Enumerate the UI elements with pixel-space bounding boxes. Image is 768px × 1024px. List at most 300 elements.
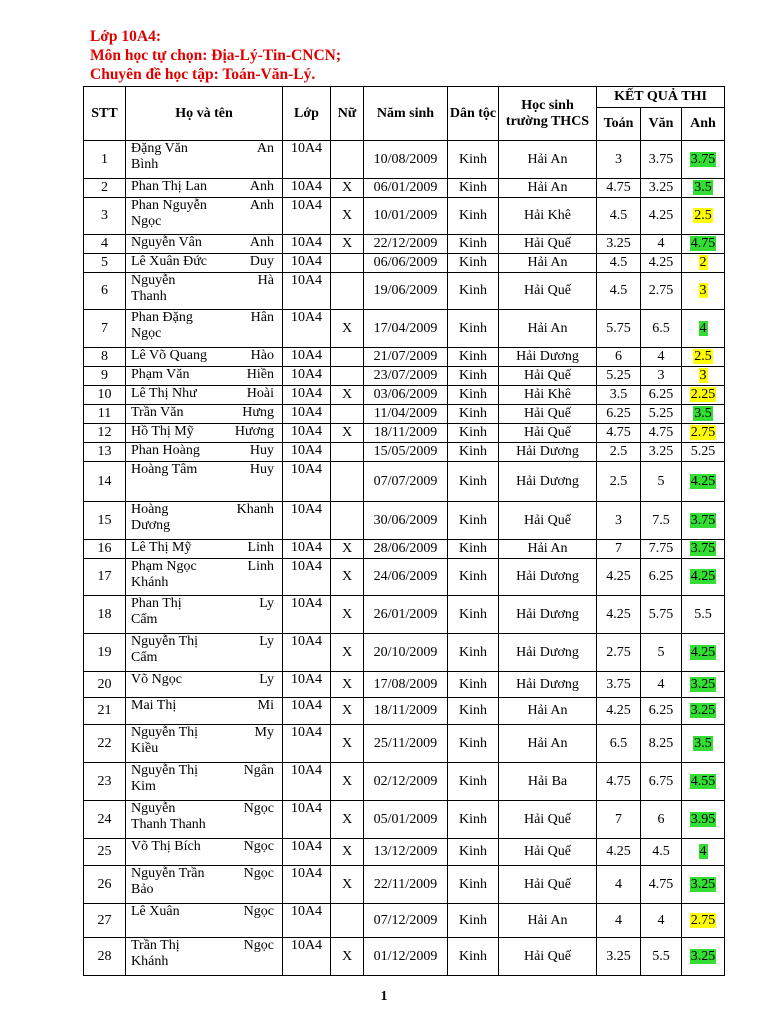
- cell-female: X: [331, 672, 364, 698]
- cell-name: [126, 198, 283, 235]
- english-score: 2.75: [690, 425, 716, 440]
- cell-class: 10A4: [283, 179, 331, 198]
- cell-literature: 6: [641, 801, 682, 839]
- cell-dob: 01/12/2009: [364, 938, 448, 976]
- cell-class: 10A4: [283, 235, 331, 254]
- cell-name: [126, 386, 283, 405]
- table-row: [84, 540, 725, 559]
- cell-female: X: [331, 386, 364, 405]
- english-score: 4.75: [690, 236, 716, 251]
- cell-math: 3.25: [597, 938, 641, 976]
- cell-name: [126, 502, 283, 540]
- cell-name: [126, 559, 283, 596]
- cell-school: Hải An: [499, 179, 597, 198]
- cell-ethnicity: Kinh: [448, 672, 499, 698]
- header-dob: Năm sinh: [364, 87, 448, 141]
- cell-ethnicity: Kinh: [448, 367, 499, 386]
- cell-math: 4.25: [597, 839, 641, 866]
- english-score: 5.25: [690, 444, 716, 459]
- cell-stt: 17: [84, 559, 126, 596]
- cell-class: 10A4: [283, 405, 331, 424]
- cell-literature: 6.5: [641, 310, 682, 348]
- cell-female: [331, 141, 364, 179]
- cell-school: Hải Dương: [499, 596, 597, 634]
- cell-female: X: [331, 698, 364, 725]
- cell-female: [331, 367, 364, 386]
- cell-ethnicity: Kinh: [448, 725, 499, 763]
- cell-stt: 7: [84, 310, 126, 348]
- cell-math: 3: [597, 141, 641, 179]
- topic-subjects: Chuyên đề học tập: Toán-Văn-Lý.: [90, 66, 316, 83]
- cell-math: 4.75: [597, 179, 641, 198]
- cell-english: [682, 462, 725, 502]
- cell-school: Hải Ba: [499, 763, 597, 801]
- cell-ethnicity: Kinh: [448, 405, 499, 424]
- student-given-name: Anh: [249, 179, 274, 194]
- table-row: [84, 839, 725, 866]
- cell-literature: 5.25: [641, 405, 682, 424]
- english-score: 3.75: [690, 151, 716, 167]
- student-surname: Nguyễn Thị Kim: [131, 763, 199, 794]
- cell-female: X: [331, 938, 364, 976]
- cell-ethnicity: Kinh: [448, 198, 499, 235]
- student-given-name: Ly: [259, 634, 274, 649]
- cell-math: 7: [597, 801, 641, 839]
- student-surname: Lê Xuân: [131, 904, 180, 919]
- cell-female: X: [331, 179, 364, 198]
- english-score: 2: [699, 255, 707, 270]
- cell-school: Hải Quế: [499, 405, 597, 424]
- cell-english: [682, 405, 725, 424]
- cell-dob: 13/12/2009: [364, 839, 448, 866]
- cell-math: 4.25: [597, 559, 641, 596]
- cell-literature: 4: [641, 235, 682, 254]
- cell-ethnicity: Kinh: [448, 596, 499, 634]
- cell-dob: 30/06/2009: [364, 502, 448, 540]
- student-surname: Trần Văn: [131, 405, 184, 420]
- cell-english: [682, 596, 725, 634]
- student-surname: Hồ Thị Mỹ: [131, 424, 194, 439]
- header-results: KẾT QUẢ THI: [597, 87, 725, 108]
- student-surname: Nguyễn Vân: [131, 235, 202, 250]
- english-score: 4.25: [690, 569, 716, 584]
- english-score: 3.25: [690, 676, 716, 692]
- cell-stt: 1: [84, 141, 126, 179]
- cell-name: [126, 179, 283, 198]
- cell-literature: 3: [641, 367, 682, 386]
- cell-school: Hải An: [499, 254, 597, 273]
- cell-female: [331, 254, 364, 273]
- header-english: Anh: [682, 108, 725, 141]
- cell-math: 4.5: [597, 254, 641, 273]
- cell-school: Hải Quế: [499, 424, 597, 443]
- cell-class: 10A4: [283, 254, 331, 273]
- cell-english: [682, 698, 725, 725]
- cell-class: 10A4: [283, 866, 331, 904]
- cell-literature: 5: [641, 634, 682, 672]
- cell-english: [682, 386, 725, 405]
- cell-dob: 10/01/2009: [364, 198, 448, 235]
- header-math: Toán: [597, 108, 641, 141]
- cell-name: [126, 725, 283, 763]
- cell-dob: 18/11/2009: [364, 424, 448, 443]
- student-surname: Phan Đặng Ngọc: [131, 310, 193, 341]
- cell-ethnicity: Kinh: [448, 348, 499, 367]
- cell-class: 10A4: [283, 462, 331, 502]
- cell-name: [126, 310, 283, 348]
- cell-dob: 25/11/2009: [364, 725, 448, 763]
- table-row: [84, 386, 725, 405]
- cell-english: [682, 866, 725, 904]
- cell-english: [682, 235, 725, 254]
- cell-school: Hải Quế: [499, 839, 597, 866]
- cell-school: Hải Quế: [499, 801, 597, 839]
- cell-school: Hải Dương: [499, 462, 597, 502]
- table-row: [84, 198, 725, 235]
- student-surname: Trần Thị Khánh: [131, 938, 180, 969]
- cell-class: 10A4: [283, 348, 331, 367]
- table-row: [84, 367, 725, 386]
- cell-math: 6: [597, 348, 641, 367]
- cell-female: [331, 462, 364, 502]
- student-surname: Võ Thị Bích: [131, 839, 201, 854]
- cell-female: [331, 348, 364, 367]
- cell-class: 10A4: [283, 424, 331, 443]
- cell-literature: 6.75: [641, 763, 682, 801]
- student-given-name: Huy: [249, 443, 274, 458]
- cell-stt: 12: [84, 424, 126, 443]
- cell-school: Hải Dương: [499, 443, 597, 462]
- student-given-name: Ngọc: [243, 866, 274, 881]
- student-given-name: Ngân: [243, 763, 274, 778]
- table-row: [84, 424, 725, 443]
- student-surname: Phạm Văn: [131, 367, 190, 382]
- student-given-name: Linh: [247, 559, 274, 574]
- cell-stt: 23: [84, 763, 126, 801]
- cell-school: Hải An: [499, 141, 597, 179]
- cell-english: [682, 559, 725, 596]
- header-name: Họ và tên: [126, 87, 283, 141]
- cell-class: 10A4: [283, 367, 331, 386]
- cell-english: [682, 904, 725, 938]
- cell-stt: 27: [84, 904, 126, 938]
- cell-literature: 6.25: [641, 559, 682, 596]
- cell-stt: 20: [84, 672, 126, 698]
- english-score: 3.25: [690, 876, 716, 892]
- cell-english: [682, 763, 725, 801]
- class-title: Lớp 10A4:: [90, 28, 162, 45]
- table-row: [84, 179, 725, 198]
- cell-school: Hải Quế: [499, 938, 597, 976]
- cell-ethnicity: Kinh: [448, 763, 499, 801]
- cell-stt: 22: [84, 725, 126, 763]
- cell-dob: 15/05/2009: [364, 443, 448, 462]
- student-surname: Phan Nguyễn Ngọc: [131, 198, 207, 229]
- cell-dob: 20/10/2009: [364, 634, 448, 672]
- cell-math: 4.75: [597, 763, 641, 801]
- cell-dob: 10/08/2009: [364, 141, 448, 179]
- cell-dob: 24/06/2009: [364, 559, 448, 596]
- cell-english: [682, 141, 725, 179]
- cell-dob: 07/12/2009: [364, 904, 448, 938]
- student-given-name: Ngọc: [243, 904, 274, 919]
- cell-math: 5.25: [597, 367, 641, 386]
- cell-female: X: [331, 424, 364, 443]
- cell-class: 10A4: [283, 141, 331, 179]
- english-score: 5.5: [694, 606, 712, 622]
- cell-school: Hải Quế: [499, 235, 597, 254]
- cell-literature: 4.25: [641, 198, 682, 235]
- cell-literature: 5: [641, 462, 682, 502]
- cell-english: [682, 801, 725, 839]
- cell-school: Hải Dương: [499, 634, 597, 672]
- cell-math: 5.75: [597, 310, 641, 348]
- cell-dob: 05/01/2009: [364, 801, 448, 839]
- english-score: 4.25: [690, 473, 716, 489]
- cell-dob: 22/12/2009: [364, 235, 448, 254]
- cell-english: [682, 672, 725, 698]
- table-row: [84, 634, 725, 672]
- header-female: Nữ: [331, 87, 364, 141]
- cell-female: [331, 273, 364, 310]
- english-score: 2.75: [690, 912, 716, 928]
- student-given-name: Hưng: [242, 405, 274, 420]
- cell-literature: 6.25: [641, 386, 682, 405]
- cell-english: [682, 367, 725, 386]
- table-row: [84, 254, 725, 273]
- english-score: 3: [699, 283, 707, 298]
- student-given-name: Hoài: [246, 386, 274, 401]
- cell-stt: 10: [84, 386, 126, 405]
- cell-ethnicity: Kinh: [448, 698, 499, 725]
- cell-literature: 6.25: [641, 698, 682, 725]
- student-given-name: Anh: [249, 198, 274, 213]
- cell-math: 4.75: [597, 424, 641, 443]
- cell-literature: 4: [641, 672, 682, 698]
- english-score: 2.5: [694, 349, 712, 364]
- student-given-name: Ngọc: [243, 938, 274, 953]
- cell-school: Hải An: [499, 698, 597, 725]
- cell-math: 6.25: [597, 405, 641, 424]
- cell-school: Hải An: [499, 540, 597, 559]
- cell-name: [126, 866, 283, 904]
- cell-school: Hải Khê: [499, 386, 597, 405]
- cell-stt: 28: [84, 938, 126, 976]
- cell-school: Hải Quế: [499, 367, 597, 386]
- cell-english: [682, 443, 725, 462]
- cell-literature: 3.25: [641, 179, 682, 198]
- student-given-name: Linh: [247, 540, 274, 555]
- cell-name: [126, 443, 283, 462]
- cell-math: 2.5: [597, 462, 641, 502]
- student-surname: Lê Thị Như: [131, 386, 197, 401]
- student-given-name: Mi: [257, 698, 274, 713]
- cell-name: [126, 141, 283, 179]
- header-ethnicity: Dân tộc: [448, 87, 499, 141]
- table-row: [84, 443, 725, 462]
- student-surname: Phan Thị Cẩm: [131, 596, 182, 627]
- cell-class: 10A4: [283, 502, 331, 540]
- cell-stt: 2: [84, 179, 126, 198]
- student-given-name: Ngọc: [243, 801, 274, 816]
- cell-ethnicity: Kinh: [448, 540, 499, 559]
- cell-female: [331, 405, 364, 424]
- cell-english: [682, 424, 725, 443]
- cell-ethnicity: Kinh: [448, 839, 499, 866]
- cell-ethnicity: Kinh: [448, 904, 499, 938]
- student-surname: Mai Thị: [131, 698, 177, 713]
- cell-school: Hải Dương: [499, 348, 597, 367]
- table-row: [84, 405, 725, 424]
- cell-stt: 19: [84, 634, 126, 672]
- cell-school: Hải Quế: [499, 502, 597, 540]
- cell-female: X: [331, 310, 364, 348]
- table-row: [84, 559, 725, 596]
- table-row: [84, 273, 725, 310]
- student-surname: Phan Hoàng: [131, 443, 200, 458]
- cell-english: [682, 540, 725, 559]
- english-score: 3.5: [694, 735, 712, 751]
- english-score: 3: [699, 368, 707, 383]
- student-surname: Nguyễn Thị Cẩm: [131, 634, 199, 665]
- cell-ethnicity: Kinh: [448, 310, 499, 348]
- cell-english: [682, 348, 725, 367]
- english-score: 3.25: [690, 703, 716, 718]
- cell-dob: 23/07/2009: [364, 367, 448, 386]
- cell-school: Hải Dương: [499, 672, 597, 698]
- cell-school: Hải Quế: [499, 273, 597, 310]
- cell-class: 10A4: [283, 198, 331, 235]
- header-class: Lớp: [283, 87, 331, 141]
- table-row: [84, 235, 725, 254]
- cell-literature: 5.75: [641, 596, 682, 634]
- cell-ethnicity: Kinh: [448, 866, 499, 904]
- student-surname: Lê Thị Mỹ: [131, 540, 192, 555]
- student-given-name: Ngọc: [243, 839, 274, 854]
- student-given-name: Hà: [257, 273, 274, 288]
- student-given-name: Hân: [250, 310, 274, 325]
- student-given-name: Duy: [249, 254, 274, 269]
- cell-female: X: [331, 725, 364, 763]
- student-given-name: Hiền: [246, 367, 274, 382]
- cell-stt: 6: [84, 273, 126, 310]
- cell-class: 10A4: [283, 310, 331, 348]
- student-surname: Nguyễn Thanh: [131, 273, 176, 304]
- student-given-name: Hào: [250, 348, 274, 363]
- cell-english: [682, 254, 725, 273]
- english-score: 3.75: [690, 541, 716, 556]
- cell-stt: 16: [84, 540, 126, 559]
- cell-name: [126, 938, 283, 976]
- cell-ethnicity: Kinh: [448, 443, 499, 462]
- student-surname: Phạm Ngọc Khánh: [131, 559, 197, 590]
- cell-english: [682, 273, 725, 310]
- cell-stt: 15: [84, 502, 126, 540]
- cell-english: [682, 502, 725, 540]
- cell-class: 10A4: [283, 938, 331, 976]
- student-surname: Hoàng Dương: [131, 502, 171, 533]
- english-score: 2.25: [690, 387, 716, 402]
- cell-literature: 4: [641, 348, 682, 367]
- cell-school: Hải An: [499, 310, 597, 348]
- cell-literature: 2.75: [641, 273, 682, 310]
- cell-ethnicity: Kinh: [448, 141, 499, 179]
- cell-female: X: [331, 540, 364, 559]
- cell-math: 3: [597, 502, 641, 540]
- cell-ethnicity: Kinh: [448, 254, 499, 273]
- cell-dob: 07/07/2009: [364, 462, 448, 502]
- english-score: 4.25: [690, 644, 716, 660]
- cell-name: [126, 839, 283, 866]
- cell-dob: 28/06/2009: [364, 540, 448, 559]
- cell-dob: 17/04/2009: [364, 310, 448, 348]
- student-given-name: Ly: [259, 672, 274, 687]
- english-score: 4.55: [690, 773, 716, 789]
- cell-female: X: [331, 839, 364, 866]
- cell-math: 3.25: [597, 235, 641, 254]
- cell-english: [682, 310, 725, 348]
- cell-school: Hải An: [499, 904, 597, 938]
- table-row: [84, 763, 725, 801]
- cell-literature: 4.75: [641, 424, 682, 443]
- cell-stt: 13: [84, 443, 126, 462]
- cell-english: [682, 725, 725, 763]
- cell-dob: 22/11/2009: [364, 866, 448, 904]
- cell-literature: 8.25: [641, 725, 682, 763]
- cell-math: 4.25: [597, 596, 641, 634]
- cell-math: 3.75: [597, 672, 641, 698]
- cell-female: [331, 443, 364, 462]
- cell-female: X: [331, 198, 364, 235]
- english-score: 3.5: [694, 180, 712, 195]
- cell-math: 4.5: [597, 198, 641, 235]
- cell-ethnicity: Kinh: [448, 235, 499, 254]
- cell-dob: 26/01/2009: [364, 596, 448, 634]
- cell-female: X: [331, 634, 364, 672]
- cell-name: [126, 634, 283, 672]
- cell-female: [331, 904, 364, 938]
- cell-school: Hải An: [499, 725, 597, 763]
- cell-ethnicity: Kinh: [448, 462, 499, 502]
- english-score: 3.25: [690, 948, 716, 964]
- student-given-name: An: [256, 141, 274, 156]
- cell-stt: 26: [84, 866, 126, 904]
- cell-dob: 17/08/2009: [364, 672, 448, 698]
- cell-english: [682, 839, 725, 866]
- cell-english: [682, 938, 725, 976]
- cell-dob: 11/04/2009: [364, 405, 448, 424]
- header-literature: Văn: [641, 108, 682, 141]
- cell-name: [126, 540, 283, 559]
- table-row: [84, 596, 725, 634]
- student-given-name: Khanh: [236, 502, 274, 517]
- cell-dob: 18/11/2009: [364, 698, 448, 725]
- cell-name: [126, 405, 283, 424]
- cell-math: 3.5: [597, 386, 641, 405]
- cell-name: [126, 367, 283, 386]
- table-row: [84, 348, 725, 367]
- student-given-name: Ly: [259, 596, 274, 611]
- cell-literature: 7.5: [641, 502, 682, 540]
- cell-female: X: [331, 235, 364, 254]
- student-surname: Hoàng Tâm: [131, 462, 198, 477]
- table-row: [84, 725, 725, 763]
- student-given-name: Hương: [234, 424, 274, 439]
- cell-math: 6.5: [597, 725, 641, 763]
- cell-ethnicity: Kinh: [448, 634, 499, 672]
- cell-school: Hải Quế: [499, 866, 597, 904]
- cell-math: 4.25: [597, 698, 641, 725]
